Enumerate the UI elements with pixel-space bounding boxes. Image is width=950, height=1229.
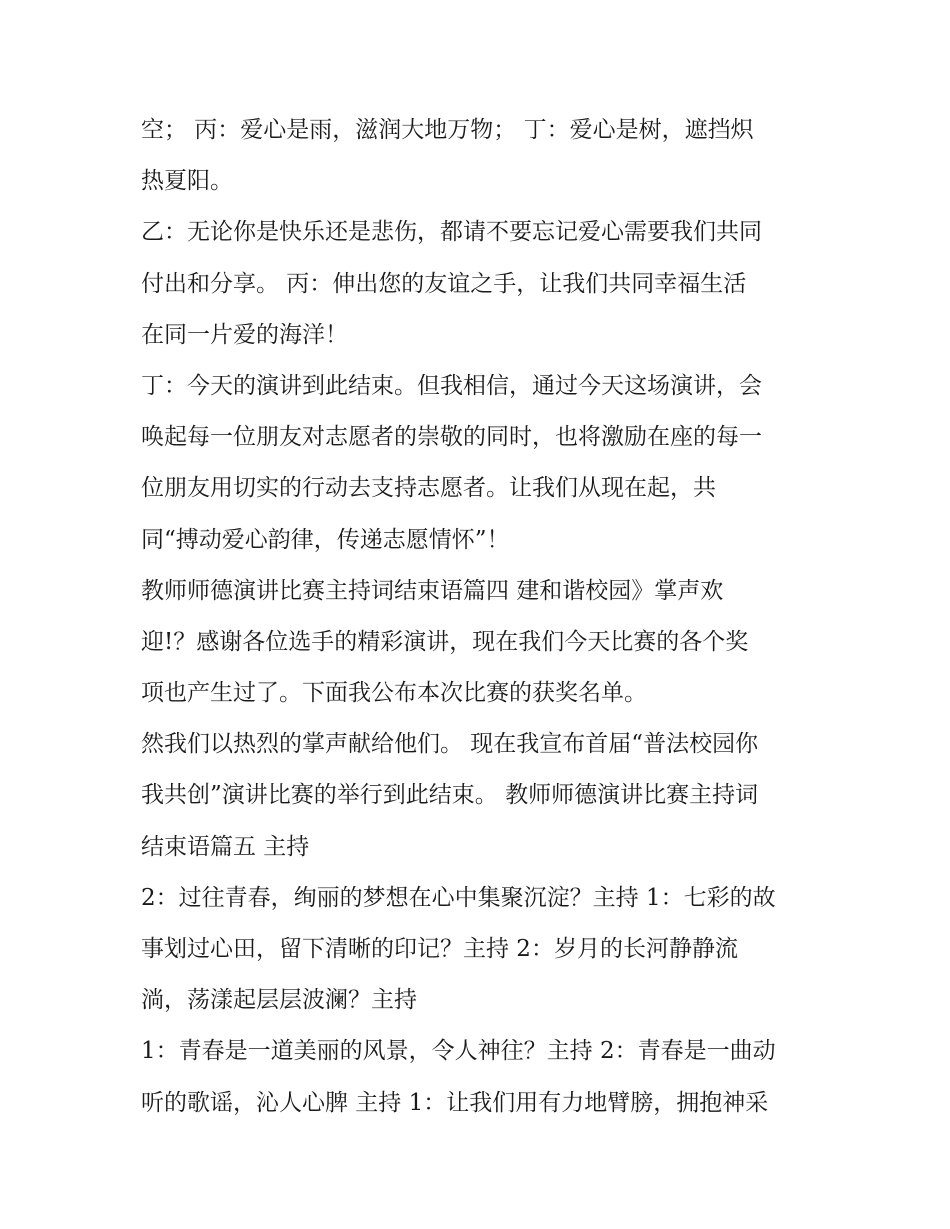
document-body [141,105,831,1129]
text-line: 事划过心田，留下清晰的印记？主持 2：岁月的长河静静流 [141,936,738,962]
text-line: 唤起每一位朋友对志愿者的崇敬的同时，也将激励在座的每一 [141,424,762,451]
text-line: 空； 丙：爱心是雨，滋润大地万物； 丁：爱心是树，遮挡炽 [141,117,754,143]
text-line: 淌，荡漾起层层波澜？主持 [141,987,417,1014]
text-line: 付出和分享。 丙：伸出您的友谊之手，让我们共同幸福生活 [141,270,747,297]
text-line: 教师师德演讲比赛主持词结束语篇四 建和谐校园》掌声欢 [141,577,724,604]
text-line: 结束语篇五 主持 [141,833,310,860]
text-line: 乙：无论你是快乐还是悲伤，都请不要忘记爱心需要我们共同 [141,219,762,246]
text-line: 同“搏动爱心韵律，传递志愿情怀”！ [141,526,510,553]
text-line: 1：青春是一道美丽的风景，令人神往？主持 2：青春是一曲动 [141,1038,776,1065]
text-line: 然我们以热烈的掌声献给他们。 现在我宣布首届“普法校园你 [141,731,759,758]
text-line: 热夏阳。 [141,168,233,195]
text-line: 在同一片爱的海洋！ [141,321,348,348]
text-line: 丁：今天的演讲到此结束。但我相信，通过今天这场演讲，会 [141,372,762,399]
text-line: 位朋友用切实的行动去支持志愿者。让我们从现在起，共 [141,475,716,502]
text-line: 项也产生过了。下面我公布本次比赛的获奖名单。 [141,680,647,707]
text-line: 2：过往青春，绚丽的梦想在心中集聚沉淀？主持 1：七彩的故 [141,884,776,911]
text-line: 我共创”演讲比赛的举行到此结束。 教师师德演讲比赛主持词 [141,782,759,809]
text-line: 迎!？感谢各位选手的精彩演讲，现在我们今天比赛的各个奖 [141,628,749,655]
text-line: 听的歌谣，沁人心脾 主持 1：让我们用有力地臂膀，拥抱神采 [141,1089,769,1116]
